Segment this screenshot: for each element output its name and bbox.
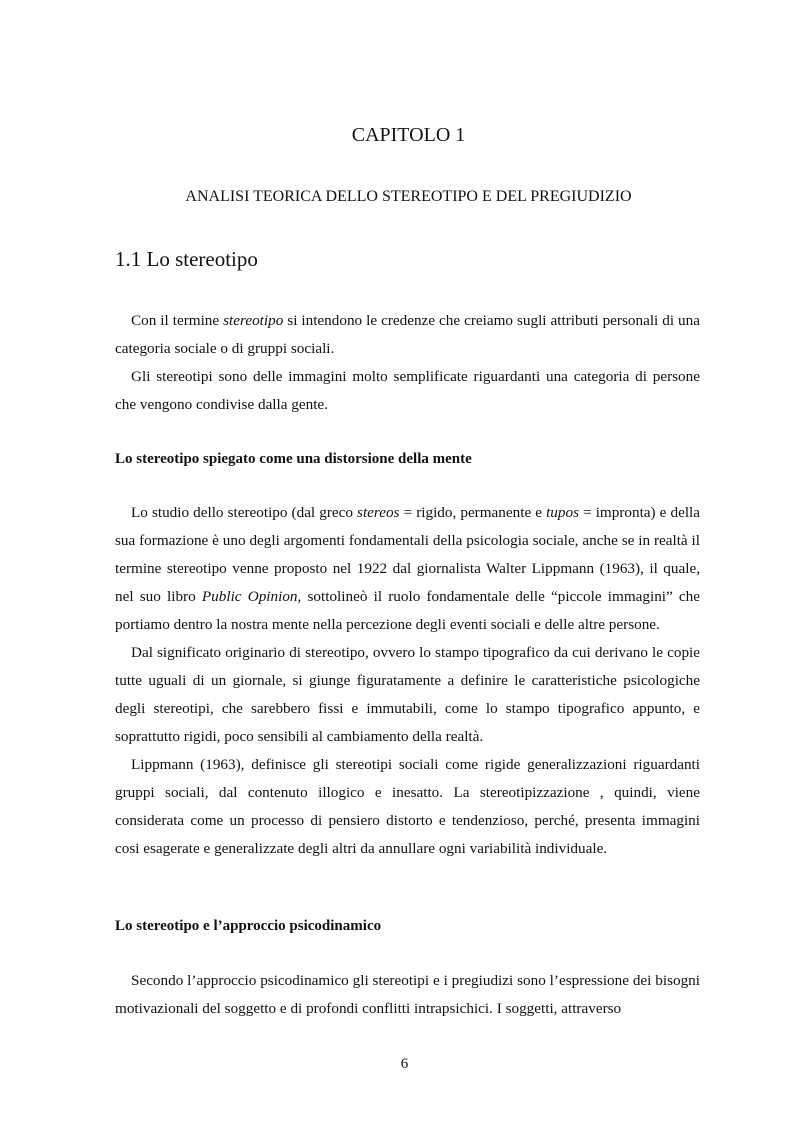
intro-block [115,307,700,419]
paragraph-6: Secondo l’approccio psicodinamico gli stereotipi e i pregiudizi sono l’espressione dei bisogni motivazionali del soggetto e di profondi conflitti intrapsichici. I soggetti, attraverso [115,972,700,1017]
section-title: 1.1 Lo stereotipo [115,247,258,271]
p1-term-stereotipo: stereotipo [223,312,284,329]
p3-text-e: = impronta) e della sua formazione è uno degli argomenti fondamentali della psicologia sociale, anche se in realtà il termine stereotipo venne proposto nel 1922 dal giornalista Walter Lippmann (1963), il quale, nel suo libro [115,504,700,605]
p1-text-a: Con il termine [131,312,224,329]
distorsione-block [115,499,700,863]
psicodinamico-block [115,967,700,1023]
subheading-distorsione: Lo stereotipo spiegato come una distorsione della mente [115,451,472,467]
p3-term-stereos: stereos [357,504,400,521]
chapter-subtitle: ANALISI TEORICA DELLO STEREOTIPO E DEL PREGIUDIZIO [185,188,632,205]
p3-text-g: , sottolineò il ruolo fondamentale delle “piccole immagini” che portiamo dentro la nostra mente nella percezione degli eventi sociali e delle altre persone. [115,588,701,633]
p1-text-c: si intendono le credenze che creiamo sugli attributi personali di una categoria sociale o di gruppi sociali. [115,312,700,357]
chapter-title: CAPITOLO 1 [351,124,466,146]
page-number: 6 [400,1056,409,1072]
paragraph-4: Dal significato originario di stereotipo, ovvero lo stampo tipografico da cui derivano le copie tutte uguali di un giornale, si giunge figuratamente a definire le caratteristiche psicologiche degli stereotipi, che sarebbero fissi e immutabili, come lo stampo tipografico appunto, e soprattutto rigidi, poco sensibili al cambiamento della realtà. [115,644,700,745]
p3-text-c: = rigido, permanente e [399,504,547,521]
p3-term-tupos: tupos [546,504,579,521]
p3-text-a: Lo studio dello stereotipo (dal greco [131,504,358,521]
paragraph-2: Gli stereotipi sono delle immagini molto semplificate riguardanti una categoria di persone che vengono condivise dalla gente. [115,368,700,413]
subheading-psicodinamico: Lo stereotipo e l’approccio psicodinamico [115,918,382,934]
paragraph-3 [115,499,700,639]
paragraph-5: Lippmann (1963), definisce gli stereotipi sociali come rigide generalizzazioni riguardanti gruppi sociali, dal contenuto illogico e inesatto. La stereotipizzazione , quindi, viene considerata come un processo di pensiero distorto e tendenzioso, perché, presenta immagini cosi esagerate e generalizzate degli altri da annullare ogni variabilità individuale. [115,756,700,857]
paragraph-1 [115,307,700,363]
p3-book-title: Public Opinion [201,588,298,605]
